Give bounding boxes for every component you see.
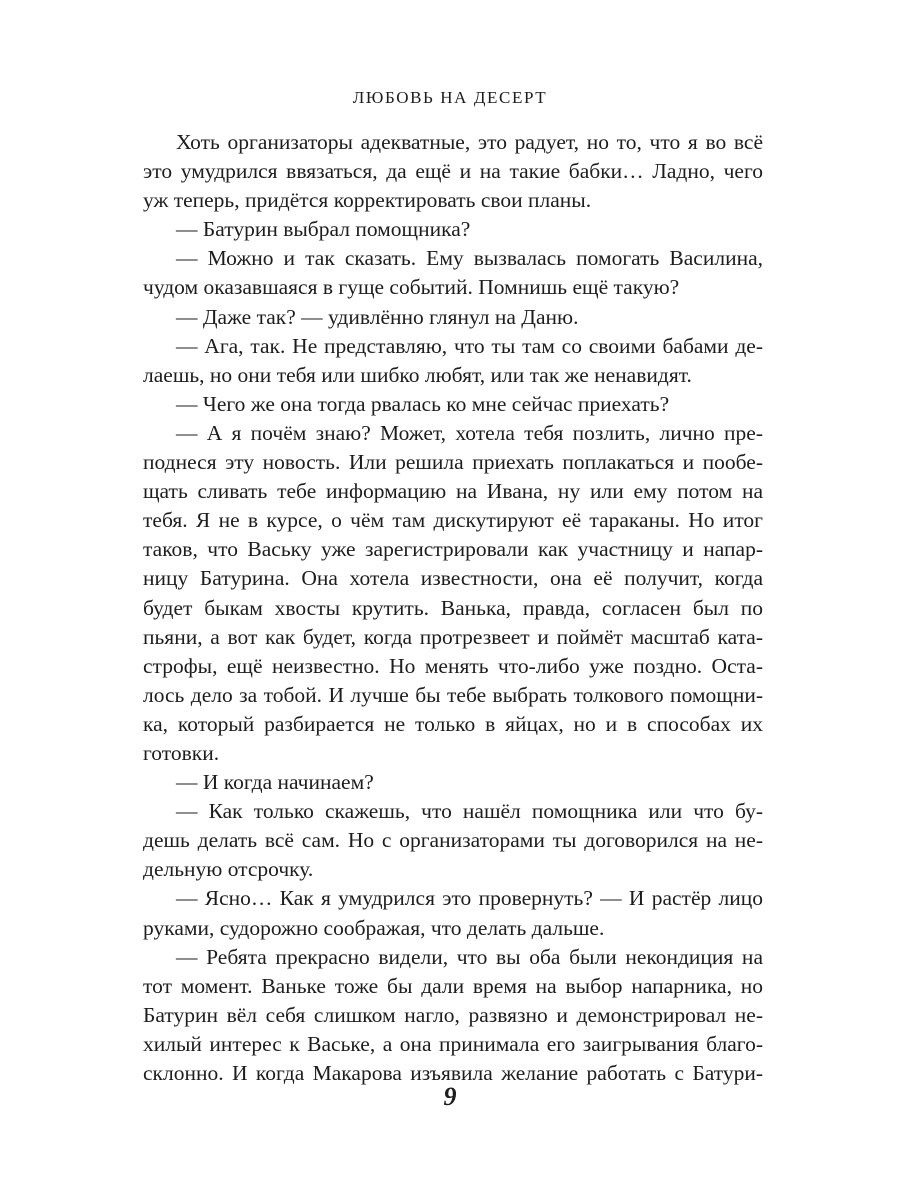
text-line: руками, судорожно соображая, что делать дальше. xyxy=(143,915,605,940)
text-line: — Ага, так. Не представляю, что ты там со своими бабами де- xyxy=(176,333,763,358)
text-line: — Даже так? — удивлённо глянул на Даню. xyxy=(176,304,579,329)
text-line: — Как только скажешь, что нашёл помощника или что бу- xyxy=(176,799,763,824)
text-line: уж теперь, придётся корректировать свои планы. xyxy=(143,188,592,213)
page-number: 9 xyxy=(443,1082,457,1111)
text-line: Батурин вёл себя слишком нагло, развязно и демонстрировал не- xyxy=(143,1002,763,1027)
text-line: хилый интерес к Ваське, а она принимала его заигрывания благо- xyxy=(143,1031,763,1056)
text-line: поднеся эту новость. Или решила приехать поплакаться и пообе- xyxy=(143,450,763,475)
text-line: ка, который разбирается не только в яйцах, но и в способах их xyxy=(143,711,763,736)
text-line: ницу Батурина. Она хотела известности, она её получит, когда xyxy=(143,566,763,591)
text-line: Хоть организаторы адекватные, это радует, но то, что я во всё xyxy=(176,130,763,154)
text-line: строфы, ещё неизвестно. Но менять что-либо уже поздно. Оста- xyxy=(143,653,763,678)
text-line: тот момент. Ваньке тоже бы дали время на выбор напарника, но xyxy=(143,973,763,998)
body-text xyxy=(143,128,763,1088)
text-line: это умудрился ввязаться, да ещё и на такие бабки… Ладно, чего xyxy=(143,159,763,184)
text-line: лаешь, но они тебя или шибко любят, или так же ненавидят. xyxy=(143,362,692,387)
text-line: склонно. И когда Макарова изъявила желание работать с Батури- xyxy=(143,1061,763,1085)
text-line: тебя. Я не в курсе, о чём там дискутируют её тараканы. Но итог xyxy=(143,508,763,533)
text-line: дельную отсрочку. xyxy=(143,857,314,882)
running-title: ЛЮБОВЬ НА ДЕСЕРТ xyxy=(352,88,548,107)
text-line: будет быкам хвосты крутить. Ванька, правда, согласен был по xyxy=(143,595,763,620)
text-line: таков, что Ваську уже зарегистрировали как участницу и напар- xyxy=(143,537,763,562)
text-line: лось дело за тобой. И лучше бы тебе выбрать толкового помощни- xyxy=(143,682,763,707)
text-line: — Ребята прекрасно видели, что вы оба были некондиция на xyxy=(176,944,763,969)
text-line: — Ясно… Как я умудрился это провернуть? — И растёр лицо xyxy=(176,886,763,911)
text-line: — Можно и так сказать. Ему вызвалась помогать Василина, xyxy=(176,246,763,271)
text-line: щать сливать тебе информацию на Ивана, ну или ему потом на xyxy=(143,479,763,504)
text-line: — А я почём знаю? Может, хотела тебя позлить, лично пре- xyxy=(176,420,763,445)
text-line: — Батурин выбрал помощника? xyxy=(176,217,471,242)
text-line: — И когда начинаем? xyxy=(176,770,374,795)
text-line: дешь делать всё сам. Но с организаторами ты договорился на не- xyxy=(143,828,763,853)
text-line: чудом оказавшаяся в гуще событий. Помнишь ещё такую? xyxy=(143,275,680,300)
text-line: пьяни, а вот как будет, когда протрезвеет и поймёт масштаб ката- xyxy=(143,624,763,649)
text-line: — Чего же она тогда рвалась ко мне сейчас приехать? xyxy=(176,391,670,416)
text-line: готовки. xyxy=(143,740,220,765)
